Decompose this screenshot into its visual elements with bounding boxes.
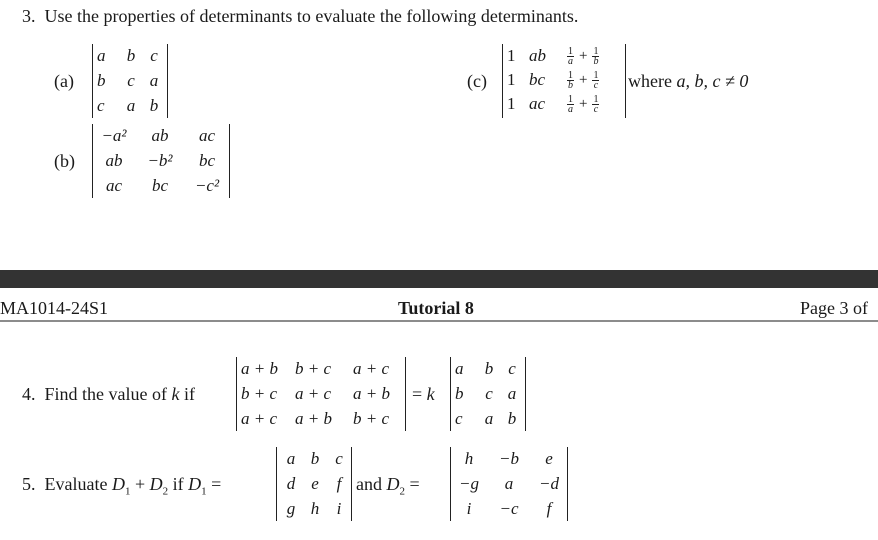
- det-cell: c: [150, 46, 158, 66]
- det-cell: b: [126, 46, 136, 66]
- det-cell: d: [286, 473, 296, 493]
- page-break-band: [0, 270, 878, 288]
- det-cell: a + c: [353, 359, 390, 379]
- question-3-heading: [22, 5, 578, 27]
- det-cell: a + c: [295, 383, 332, 403]
- det-cell: ab: [529, 46, 546, 65]
- det-cell: c: [508, 359, 516, 379]
- det-cell: ab: [105, 150, 123, 170]
- question-text: Use the properties of determinants to evaluate the following determinants.: [44, 6, 579, 26]
- det-cell: a + c: [241, 408, 278, 428]
- det-cell: ac: [105, 175, 123, 195]
- det-cell: b: [507, 408, 517, 428]
- determinant-a: [92, 44, 168, 118]
- determinant-q4-rhs: [450, 357, 526, 431]
- det-cell: c: [455, 408, 463, 428]
- part-a-label: (a): [54, 71, 74, 91]
- determinant-d1: [276, 447, 352, 521]
- det-cell: e: [545, 449, 553, 469]
- header-course-code: MA1014-24S1: [0, 298, 109, 318]
- determinant-q4-lhs: [236, 357, 406, 431]
- det-cell: 1: [507, 46, 516, 65]
- determinant-c: [502, 44, 626, 118]
- det-cell: f: [336, 473, 342, 493]
- det-cell: a: [97, 46, 106, 66]
- det-cell: i: [466, 498, 472, 518]
- det-cell: c: [485, 383, 493, 403]
- det-cell: a + b: [241, 359, 278, 379]
- condition-text: where a, b, c ≠ 0: [628, 71, 749, 91]
- det-cell: c: [97, 95, 105, 115]
- det-cell: b + c: [353, 408, 390, 428]
- det-cell: a: [504, 473, 514, 493]
- question-number: 3.: [22, 6, 36, 26]
- fraction-sum: $\frac{1}{b}$ + $\frac{1}{c}$: [568, 69, 599, 91]
- det-cell: bc: [529, 70, 546, 89]
- det-cell: 1: [507, 94, 516, 113]
- det-cell: a: [484, 408, 494, 428]
- det-cell: −g: [459, 473, 479, 493]
- det-cell: b: [455, 383, 464, 403]
- det-cell: b: [484, 359, 494, 379]
- det-cell: −a²: [101, 126, 127, 146]
- det-cell: −c: [499, 498, 519, 518]
- and-d2-text: and $D_2$ =: [356, 474, 420, 498]
- det-cell: b + c: [241, 383, 278, 403]
- det-cell: bc: [151, 175, 169, 195]
- det-cell: c: [127, 70, 135, 90]
- det-cell: ac: [198, 126, 216, 146]
- det-cell: −c²: [194, 175, 220, 195]
- header-title: Tutorial 8: [398, 298, 474, 318]
- det-cell: b: [97, 70, 106, 90]
- det-cell: c: [335, 449, 343, 469]
- det-cell: h: [464, 449, 474, 469]
- question-5-text: 5. Evaluate $D_1 + D_2$ if $D_1$ =: [22, 474, 222, 498]
- det-cell: i: [336, 498, 342, 518]
- det-cell: bc: [198, 150, 216, 170]
- det-cell: a + b: [295, 408, 332, 428]
- det-cell: 1: [507, 70, 516, 89]
- det-cell: a: [455, 359, 464, 379]
- det-cell: −b: [499, 449, 519, 469]
- question-4-text: 4. Find the value of k if: [22, 384, 195, 404]
- det-cell: ac: [529, 94, 546, 113]
- part-c-label: (c): [467, 71, 487, 91]
- part-b-label: (b): [54, 151, 75, 171]
- det-cell: a + b: [353, 383, 390, 403]
- equals-k: = k: [412, 384, 435, 404]
- determinant-d2: [450, 447, 568, 521]
- header-page-number: Page 3 of: [800, 298, 868, 318]
- det-cell: g: [286, 498, 296, 518]
- header-rule: [0, 320, 878, 322]
- det-cell: f: [546, 498, 552, 518]
- det-cell: b + c: [295, 359, 332, 379]
- det-cell: h: [310, 498, 320, 518]
- determinant-b: [92, 124, 230, 198]
- det-cell: a: [149, 70, 159, 90]
- fraction-sum: $\frac{1}{a}$ + $\frac{1}{c}$: [568, 93, 599, 115]
- fraction-sum: $\frac{1}{a}$ + $\frac{1}{b}$: [568, 45, 599, 67]
- det-cell: −d: [539, 473, 559, 493]
- det-cell: b: [310, 449, 320, 469]
- det-cell: −b²: [147, 150, 173, 170]
- det-cell: ab: [151, 126, 169, 146]
- det-cell: e: [311, 473, 319, 493]
- det-cell: a: [507, 383, 517, 403]
- det-cell: b: [149, 95, 159, 115]
- det-cell: a: [286, 449, 296, 469]
- det-cell: a: [126, 95, 136, 115]
